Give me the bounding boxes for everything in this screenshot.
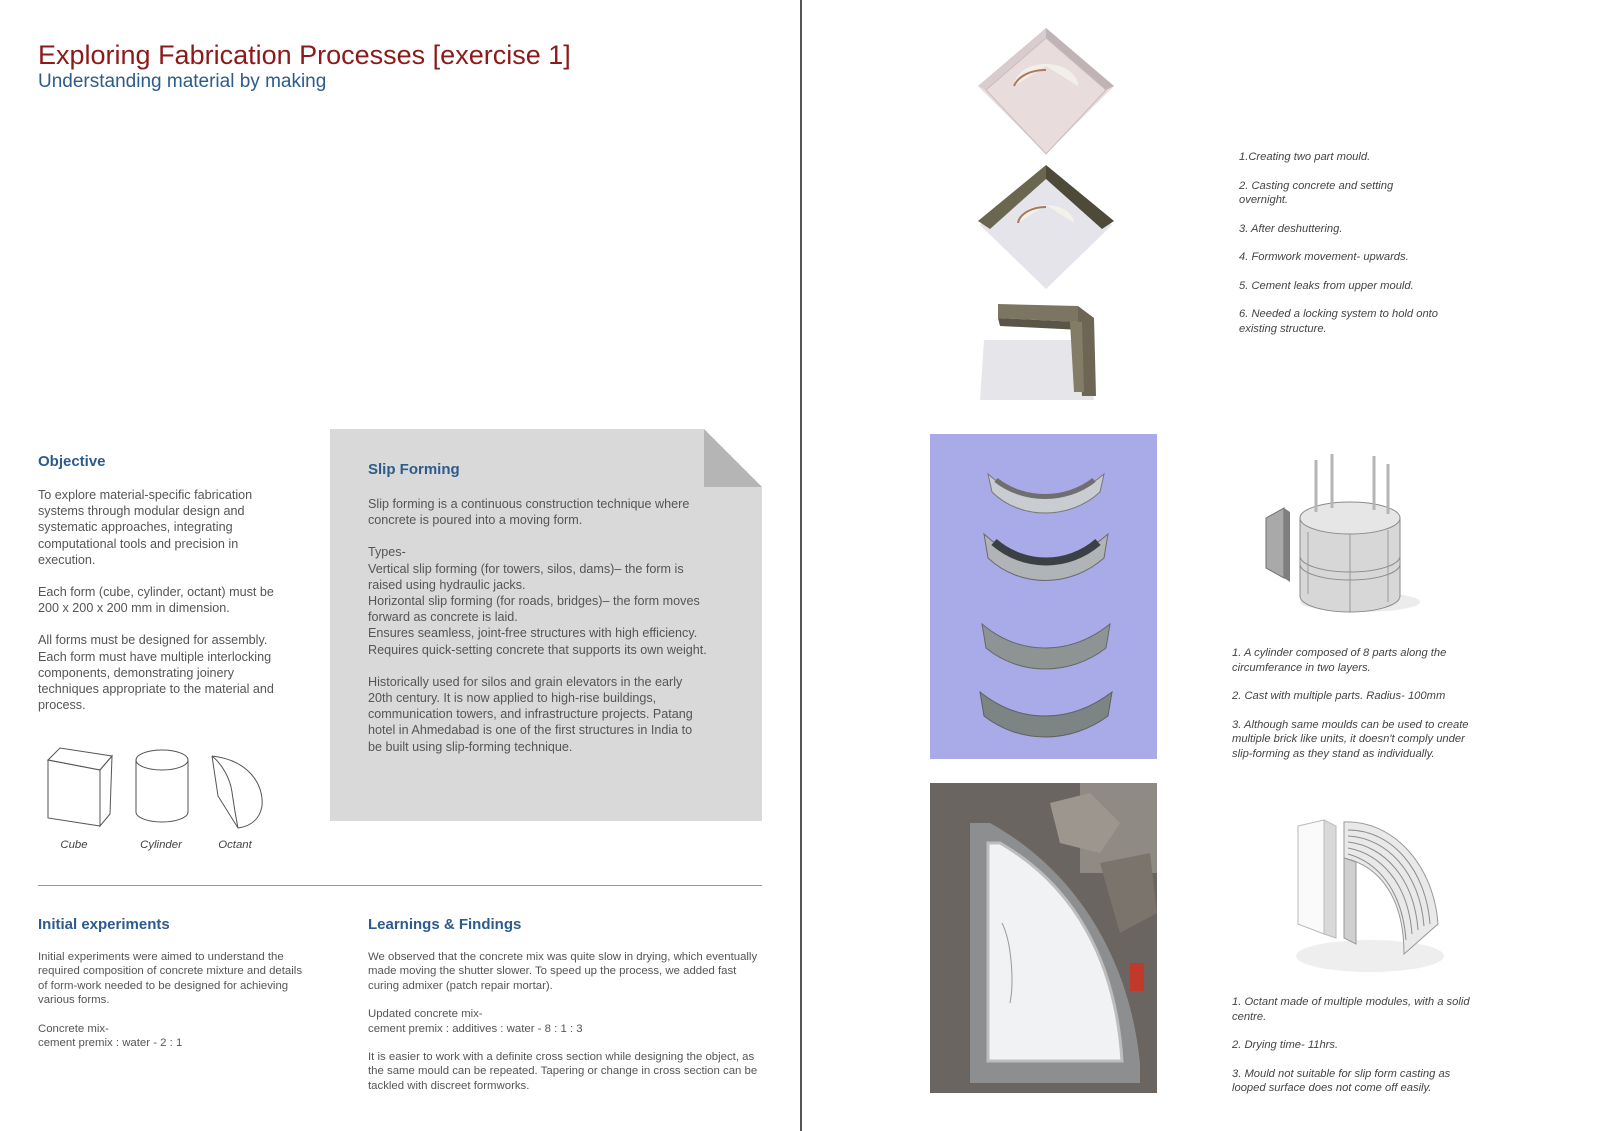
- cylinder-note: 1. A cylinder composed of 8 parts along the circumferance in two layers.: [1232, 647, 1447, 674]
- octant-note: 2. Drying time- 11hrs.: [1232, 1039, 1339, 1051]
- slip-forming-type: Requires quick-setting concrete that supports its own weight.: [368, 642, 707, 657]
- page-subtitle: Understanding material by making: [38, 71, 327, 92]
- cylinder-note: 2. Cast with multiple parts. Radius- 100mm: [1232, 690, 1446, 702]
- objective-section: [38, 453, 293, 713]
- octant-model-render: [1284, 806, 1452, 974]
- learnings-heading: Learnings & Findings: [368, 916, 522, 933]
- cube-note: 6. Needed a locking system to hold onto existing structure.: [1239, 308, 1439, 335]
- octant-note: 3. Mould not suitable for slip form casting as looped surface does not come off easily.: [1232, 1067, 1451, 1094]
- cube-note: 1.Creating two part mould.: [1239, 151, 1371, 163]
- learnings-text: It is easier to work with a definite cross section while designing the object, as the same mould can be repeated. Tapering or change in cross section can be tackled with discreet formworks.: [368, 1051, 758, 1092]
- slip-forming-type: Ensures seamless, joint-free structures with high efficiency.: [368, 626, 698, 641]
- initial-experiments-section: [38, 916, 303, 1050]
- page-title: Exploring Fabrication Processes [exercise 1]: [38, 40, 571, 70]
- slip-forming-heading: Slip Forming: [368, 461, 460, 478]
- objective-heading: Objective: [38, 453, 106, 470]
- cube-note: 4. Formwork movement- upwards.: [1239, 251, 1409, 263]
- concrete-mix-value: cement premix : water - 2 : 1: [38, 1037, 183, 1050]
- slip-forming-content: [368, 461, 708, 755]
- cylinder-parts-photo: [930, 434, 1157, 759]
- mould-photo-3: [978, 300, 1112, 404]
- concrete-mix-label: Concrete mix-: [38, 1022, 109, 1035]
- cube-note: 2. Casting concrete and setting overnight.: [1239, 179, 1394, 206]
- octant-mould-photo: [930, 783, 1157, 1093]
- cube-sketch: [44, 744, 116, 828]
- slip-forming-types-label: Types-: [368, 545, 406, 560]
- learnings-section: [368, 916, 764, 1093]
- section-divider: [38, 885, 762, 886]
- objective-paragraph: Each form (cube, cylinder, octant) must be 200 x 200 x 200 mm in dimension.: [38, 585, 274, 616]
- initial-experiments-heading: Initial experiments: [38, 916, 170, 933]
- cylinder-sketch: [132, 748, 192, 826]
- octant-note: 1. Octant made of multiple modules, with a solid centre.: [1232, 996, 1470, 1023]
- cylinder-note: 3. Although same moulds can be used to create multiple brick like units, it doesn't comply under slip-forming as they stand as individually.: [1232, 718, 1469, 760]
- octant-sketch: [208, 754, 268, 830]
- slip-forming-history: Historically used for silos and grain elevators in the early 20th century. It is now applied to high-rise buildings, communication towers, and infrastructure projects. Patang hotel in Ahmedabad is one of the first structures in India to be built using slip-forming technique.: [368, 674, 693, 754]
- octant-label: Octant: [218, 839, 252, 851]
- page-fold-corner: [704, 429, 762, 487]
- cube-notes: [1239, 150, 1444, 336]
- objective-paragraph: All forms must be designed for assembly. Each form must have multiple interlocking components, demonstrating joinery techniques appropriate to the material and process.: [38, 633, 274, 713]
- cube-label: Cube: [60, 839, 88, 851]
- updated-mix-value: cement premix : additives : water - 8 : 1 : 3: [368, 1022, 583, 1035]
- cube-note: 5. Cement leaks from upper mould.: [1239, 279, 1414, 292]
- cube-note: 3. After deshuttering.: [1239, 222, 1343, 235]
- cylinder-model-render: [1262, 452, 1430, 620]
- octant-notes: [1232, 995, 1482, 1096]
- learnings-text: We observed that the concrete mix was quite slow in drying, which eventually made moving the shutter slower. To speed up the process, we added fast curing admixer (patch repair mortar).: [368, 951, 758, 992]
- mould-photo-1: [974, 26, 1118, 156]
- updated-mix-label: Updated concrete mix-: [368, 1008, 483, 1021]
- page-spine: [800, 0, 802, 1131]
- slip-forming-type: Horizontal slip forming (for roads, bridges)– the form moves forward as concrete is laid.: [368, 594, 700, 625]
- slip-forming-intro: Slip forming is a continuous construction technique where concrete is poured into a moving form.: [368, 497, 690, 528]
- objective-paragraph: To explore material-specific fabrication systems through modular design and systematic approaches, integrating computational tools and precision in execution.: [38, 488, 253, 567]
- cylinder-notes: [1232, 646, 1482, 761]
- slip-forming-type: Vertical slip forming (for towers, silos, dams)– the form is raised using hydraulic jacks.: [368, 561, 684, 592]
- initial-experiments-text: Initial experiments were aimed to understand the required composition of concrete mixture and details of form-work needed to be designed for achieving various forms.: [38, 951, 303, 1007]
- cylinder-label: Cylinder: [140, 839, 182, 851]
- mould-photo-2: [974, 163, 1118, 293]
